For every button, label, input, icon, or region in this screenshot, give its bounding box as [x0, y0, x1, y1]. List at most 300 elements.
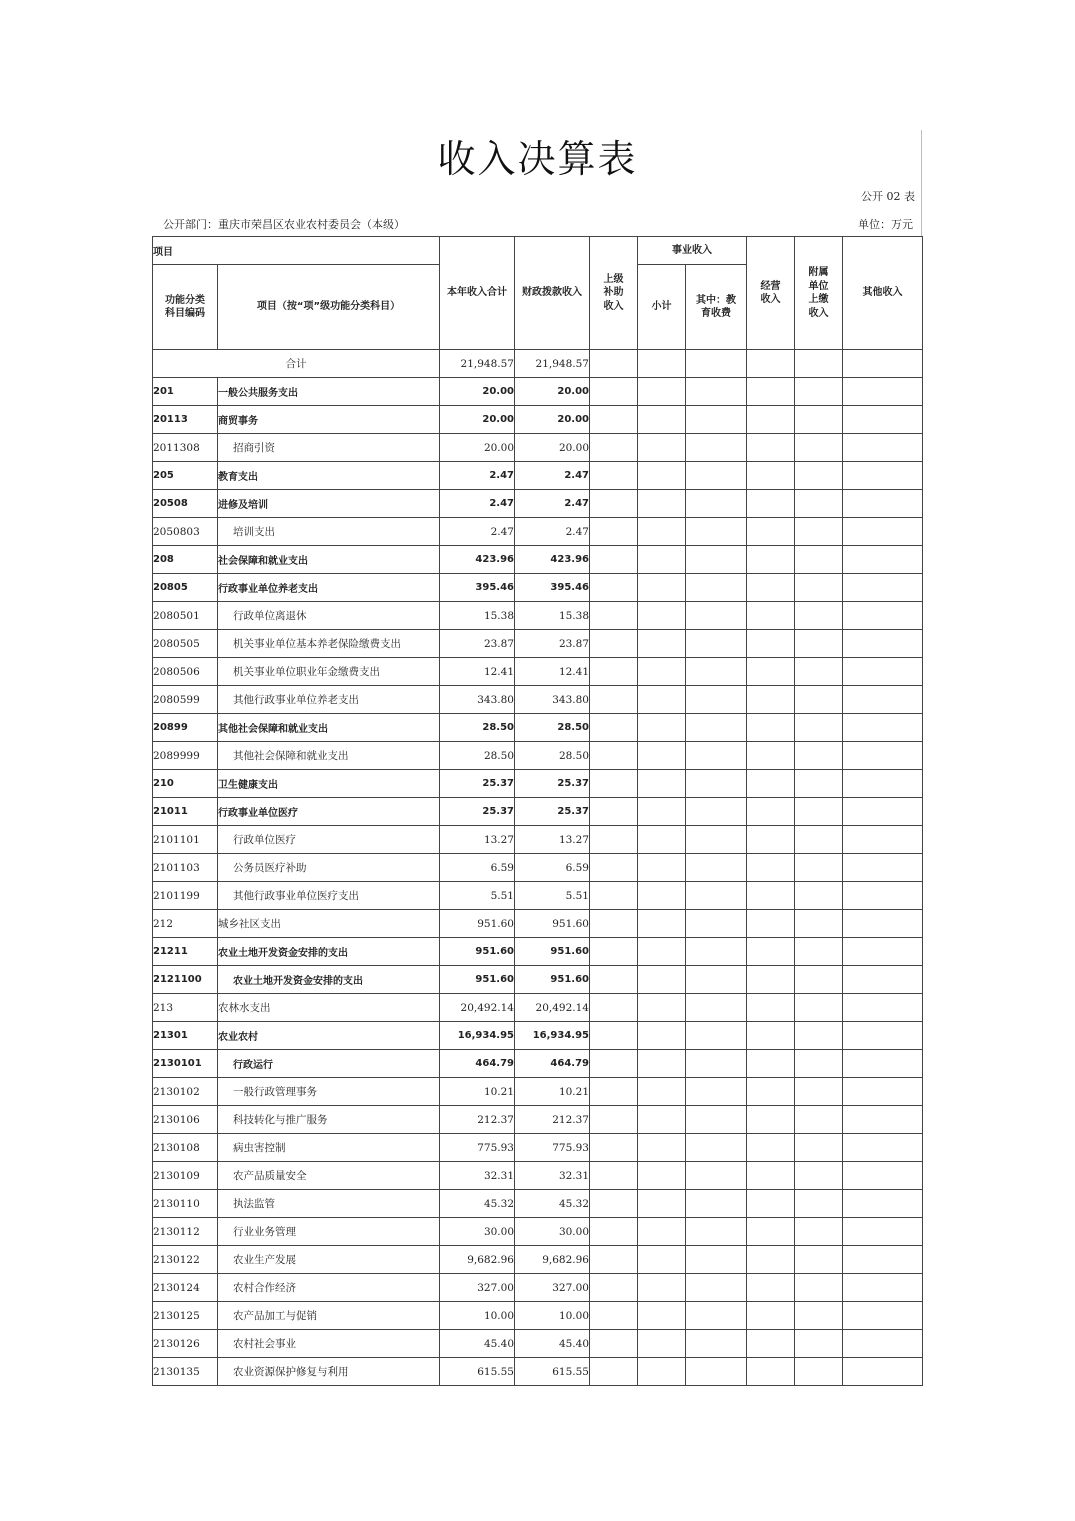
- header-item: 项目: [153, 237, 440, 265]
- empty-cell: [686, 1358, 747, 1386]
- empty-cell: [795, 546, 843, 574]
- row-code: 2130122: [153, 1246, 218, 1274]
- row-name: 机关事业单位基本养老保险缴费支出: [218, 630, 440, 658]
- empty-cell: [795, 1358, 843, 1386]
- empty-cell: [795, 1134, 843, 1162]
- row-code: 2101103: [153, 854, 218, 882]
- row-code: 2080505: [153, 630, 218, 658]
- row-fiscal: 10.21: [515, 1078, 590, 1106]
- row-fiscal: 2.47: [515, 462, 590, 490]
- empty-cell: [795, 686, 843, 714]
- row-total: 212.37: [440, 1106, 515, 1134]
- empty-cell: [843, 1078, 923, 1106]
- row-name: 农产品加工与促销: [218, 1302, 440, 1330]
- empty-cell: [590, 1218, 638, 1246]
- empty-cell: [590, 686, 638, 714]
- empty-cell: [638, 1022, 686, 1050]
- row-fiscal: 10.00: [515, 1302, 590, 1330]
- row-fiscal: 15.38: [515, 602, 590, 630]
- department-label: 公开部门：重庆市荣昌区农业农村委员会（本级）: [163, 218, 405, 231]
- table-row: [153, 1302, 923, 1330]
- empty-cell: [795, 826, 843, 854]
- row-code: 2130109: [153, 1162, 218, 1190]
- row-total: 12.41: [440, 658, 515, 686]
- table-row: [153, 574, 923, 602]
- header-item-name: 项目（按“项”级功能分类科目）: [218, 265, 440, 350]
- empty-cell: [795, 1106, 843, 1134]
- table-row: [153, 742, 923, 770]
- empty-cell: [590, 1022, 638, 1050]
- row-code: 2130110: [153, 1190, 218, 1218]
- empty-cell: [747, 1078, 795, 1106]
- empty-cell: [686, 1078, 747, 1106]
- table-row: [153, 602, 923, 630]
- empty-cell: [686, 1218, 747, 1246]
- empty-cell: [795, 714, 843, 742]
- row-total: 951.60: [440, 966, 515, 994]
- unit-label: 单位：万元: [858, 218, 913, 231]
- empty-cell: [795, 602, 843, 630]
- empty-cell: [590, 798, 638, 826]
- empty-cell: [843, 994, 923, 1022]
- empty-cell: [686, 938, 747, 966]
- table-row: [153, 658, 923, 686]
- total-income-cell: 21,948.57: [440, 350, 515, 378]
- row-fiscal: 20.00: [515, 406, 590, 434]
- row-code: 21301: [153, 1022, 218, 1050]
- row-total: 2.47: [440, 518, 515, 546]
- row-code: 212: [153, 910, 218, 938]
- row-name: 农业农村: [218, 1022, 440, 1050]
- empty-cell: [747, 1134, 795, 1162]
- empty-cell: [638, 406, 686, 434]
- row-name: 农业土地开发资金安排的支出: [218, 938, 440, 966]
- row-fiscal: 2.47: [515, 518, 590, 546]
- row-name: 一般行政管理事务: [218, 1078, 440, 1106]
- empty-cell: [590, 854, 638, 882]
- row-fiscal: 20.00: [515, 378, 590, 406]
- empty-cell: [747, 1246, 795, 1274]
- row-fiscal: 45.40: [515, 1330, 590, 1358]
- empty-cell: [590, 1274, 638, 1302]
- row-name: 农业土地开发资金安排的支出: [218, 966, 440, 994]
- empty-cell: [747, 994, 795, 1022]
- empty-cell: [747, 686, 795, 714]
- empty-cell: [686, 658, 747, 686]
- empty-cell: [747, 854, 795, 882]
- row-code: 2080599: [153, 686, 218, 714]
- empty-cell: [747, 714, 795, 742]
- empty-cell: [747, 770, 795, 798]
- row-fiscal: 45.32: [515, 1190, 590, 1218]
- table-row: [153, 518, 923, 546]
- empty-cell: [686, 686, 747, 714]
- income-table: [152, 236, 923, 1386]
- empty-cell: [590, 1078, 638, 1106]
- empty-cell: [686, 434, 747, 462]
- row-fiscal: 25.37: [515, 770, 590, 798]
- row-name: 行业业务管理: [218, 1218, 440, 1246]
- empty-cell: [638, 490, 686, 518]
- row-name: 城乡社区支出: [218, 910, 440, 938]
- empty-cell: [843, 1106, 923, 1134]
- row-total: 16,934.95: [440, 1022, 515, 1050]
- empty-cell: [747, 546, 795, 574]
- empty-cell: [795, 574, 843, 602]
- empty-cell: [638, 434, 686, 462]
- empty-cell: [843, 1050, 923, 1078]
- row-total: 327.00: [440, 1274, 515, 1302]
- empty-cell: [590, 1162, 638, 1190]
- row-name: 行政运行: [218, 1050, 440, 1078]
- row-code: 2130135: [153, 1358, 218, 1386]
- empty-cell: [747, 1330, 795, 1358]
- empty-cell: [590, 910, 638, 938]
- empty-cell: [843, 854, 923, 882]
- total-row: [153, 350, 923, 378]
- row-fiscal: 9,682.96: [515, 1246, 590, 1274]
- empty-cell: [590, 1330, 638, 1358]
- row-code: 2089999: [153, 742, 218, 770]
- empty-cell: [795, 1022, 843, 1050]
- empty-cell: [686, 602, 747, 630]
- row-fiscal: 23.87: [515, 630, 590, 658]
- empty-cell: [843, 630, 923, 658]
- empty-cell: [590, 546, 638, 574]
- row-total: 10.21: [440, 1078, 515, 1106]
- empty-cell: [747, 826, 795, 854]
- table-row: [153, 546, 923, 574]
- empty-cell: [747, 574, 795, 602]
- row-code: 2050803: [153, 518, 218, 546]
- empty-cell: [843, 546, 923, 574]
- table-row: [153, 1050, 923, 1078]
- empty-cell: [747, 798, 795, 826]
- empty-cell: [590, 1302, 638, 1330]
- header-fiscal-allocation: 财政拨款收入: [515, 237, 590, 350]
- row-name: 公务员医疗补助: [218, 854, 440, 882]
- empty-cell: [686, 1274, 747, 1302]
- header-total-income: 本年收入合计: [440, 237, 515, 350]
- table-row: [153, 1106, 923, 1134]
- table-number: 公开 02 表: [861, 190, 915, 203]
- empty-cell: [795, 462, 843, 490]
- header-other-income: 其他收入: [843, 237, 923, 350]
- empty-cell: [747, 1274, 795, 1302]
- row-name: 其他行政事业单位医疗支出: [218, 882, 440, 910]
- row-total: 28.50: [440, 714, 515, 742]
- empty-cell: [638, 1358, 686, 1386]
- row-name: 卫生健康支出: [218, 770, 440, 798]
- empty-cell: [795, 798, 843, 826]
- table-row: [153, 1274, 923, 1302]
- row-total: 2.47: [440, 490, 515, 518]
- empty-cell: [843, 1274, 923, 1302]
- row-name: 病虫害控制: [218, 1134, 440, 1162]
- header-function-code: 功能分类科目编码: [153, 265, 218, 350]
- row-fiscal: 30.00: [515, 1218, 590, 1246]
- empty-cell: [843, 1134, 923, 1162]
- row-fiscal: 16,934.95: [515, 1022, 590, 1050]
- empty-cell: [843, 910, 923, 938]
- row-name: 行政单位医疗: [218, 826, 440, 854]
- row-code: 2080501: [153, 602, 218, 630]
- empty-cell: [638, 798, 686, 826]
- empty-cell: [843, 1162, 923, 1190]
- empty-cell: [638, 910, 686, 938]
- empty-cell: [590, 406, 638, 434]
- empty-cell: [795, 1050, 843, 1078]
- empty-cell: [638, 602, 686, 630]
- empty-cell: [590, 770, 638, 798]
- empty-cell: [638, 854, 686, 882]
- empty-cell: [686, 770, 747, 798]
- empty-cell: [590, 938, 638, 966]
- table-row: [153, 854, 923, 882]
- empty-cell: [843, 826, 923, 854]
- row-total: 28.50: [440, 742, 515, 770]
- table-row: [153, 686, 923, 714]
- table-row: [153, 462, 923, 490]
- empty-cell: [638, 1162, 686, 1190]
- empty-cell: [843, 1022, 923, 1050]
- empty-cell: [747, 462, 795, 490]
- row-name: 商贸事务: [218, 406, 440, 434]
- empty-cell: [795, 910, 843, 938]
- empty-cell: [686, 406, 747, 434]
- empty-cell: [590, 1358, 638, 1386]
- empty-cell: [747, 742, 795, 770]
- table-body: [153, 350, 923, 1386]
- empty-cell: [747, 1302, 795, 1330]
- row-name: 行政单位离退休: [218, 602, 440, 630]
- table-row: [153, 798, 923, 826]
- row-code: 2130101: [153, 1050, 218, 1078]
- empty-cell: [590, 434, 638, 462]
- row-total: 775.93: [440, 1134, 515, 1162]
- empty-cell: [686, 1106, 747, 1134]
- empty-cell: [795, 658, 843, 686]
- row-code: 20508: [153, 490, 218, 518]
- empty-cell: [843, 770, 923, 798]
- empty-cell: [795, 1218, 843, 1246]
- row-name: 农村合作经济: [218, 1274, 440, 1302]
- empty-cell: [747, 406, 795, 434]
- table-row: [153, 882, 923, 910]
- empty-cell: [795, 1246, 843, 1274]
- row-total: 20.00: [440, 378, 515, 406]
- empty-cell: [590, 882, 638, 910]
- row-code: 213: [153, 994, 218, 1022]
- empty-cell: [747, 378, 795, 406]
- row-name: 农业资源保护修复与利用: [218, 1358, 440, 1386]
- empty-cell: [590, 1106, 638, 1134]
- empty-cell: [638, 574, 686, 602]
- empty-cell: [638, 882, 686, 910]
- empty-cell: [747, 518, 795, 546]
- empty-cell: [638, 462, 686, 490]
- table-row: [153, 406, 923, 434]
- row-total: 20.00: [440, 434, 515, 462]
- row-total: 20,492.14: [440, 994, 515, 1022]
- empty-cell: [686, 1330, 747, 1358]
- row-fiscal: 615.55: [515, 1358, 590, 1386]
- empty-cell: [590, 462, 638, 490]
- empty-cell: [638, 1050, 686, 1078]
- row-total: 10.00: [440, 1302, 515, 1330]
- empty-cell: [686, 462, 747, 490]
- empty-cell: [843, 602, 923, 630]
- empty-cell: [590, 1134, 638, 1162]
- empty-cell: [590, 714, 638, 742]
- empty-cell: [686, 882, 747, 910]
- empty-cell: [638, 378, 686, 406]
- empty-cell: [686, 490, 747, 518]
- row-code: 2130108: [153, 1134, 218, 1162]
- row-fiscal: 951.60: [515, 910, 590, 938]
- empty-cell: [747, 1106, 795, 1134]
- empty-cell: [686, 1246, 747, 1274]
- margin-rule: [921, 130, 922, 236]
- table-row: [153, 770, 923, 798]
- table-row: [153, 826, 923, 854]
- row-fiscal: 28.50: [515, 714, 590, 742]
- header-business-income: 事业收入: [638, 237, 747, 265]
- empty-cell: [686, 1190, 747, 1218]
- empty-cell: [747, 1162, 795, 1190]
- empty-cell: [590, 742, 638, 770]
- row-name: 科技转化与推广服务: [218, 1106, 440, 1134]
- row-code: 20805: [153, 574, 218, 602]
- table-row: [153, 994, 923, 1022]
- empty-cell: [638, 1274, 686, 1302]
- empty-cell: [638, 742, 686, 770]
- empty-cell: [843, 966, 923, 994]
- row-code: 2130106: [153, 1106, 218, 1134]
- row-fiscal: 775.93: [515, 1134, 590, 1162]
- row-name: 其他社会保障和就业支出: [218, 742, 440, 770]
- empty-cell: [747, 602, 795, 630]
- empty-cell: [843, 742, 923, 770]
- header-affiliated-income: 附属单位上缴收入: [795, 237, 843, 350]
- row-code: 20899: [153, 714, 218, 742]
- empty-cell: [638, 658, 686, 686]
- row-code: 21011: [153, 798, 218, 826]
- empty-cell: [747, 658, 795, 686]
- empty-cell: [686, 1302, 747, 1330]
- table-row: [153, 1330, 923, 1358]
- row-total: 25.37: [440, 798, 515, 826]
- row-total: 9,682.96: [440, 1246, 515, 1274]
- empty-cell: [795, 770, 843, 798]
- empty-cell: [747, 966, 795, 994]
- empty-cell: [686, 826, 747, 854]
- row-name: 农业生产发展: [218, 1246, 440, 1274]
- empty-cell: [638, 1246, 686, 1274]
- row-code: 20113: [153, 406, 218, 434]
- empty-cell: [843, 798, 923, 826]
- row-code: 2130124: [153, 1274, 218, 1302]
- table-row: [153, 714, 923, 742]
- empty-cell: [843, 714, 923, 742]
- row-name: 教育支出: [218, 462, 440, 490]
- total-fiscal-cell: 21,948.57: [515, 350, 590, 378]
- empty-cell: [638, 518, 686, 546]
- row-total: 30.00: [440, 1218, 515, 1246]
- row-fiscal: 395.46: [515, 574, 590, 602]
- empty-cell: [638, 770, 686, 798]
- empty-cell: [795, 630, 843, 658]
- table-row: [153, 630, 923, 658]
- empty-cell: [843, 378, 923, 406]
- empty-cell: [747, 1358, 795, 1386]
- table-row: [153, 434, 923, 462]
- empty-cell: [686, 546, 747, 574]
- total-label: 合计: [153, 350, 440, 378]
- empty-cell: [590, 378, 638, 406]
- row-name: 行政事业单位医疗: [218, 798, 440, 826]
- empty-cell: [843, 1246, 923, 1274]
- header-subtotal: 小计: [638, 265, 686, 350]
- row-name: 其他行政事业单位养老支出: [218, 686, 440, 714]
- empty-cell: [686, 714, 747, 742]
- row-fiscal: 20.00: [515, 434, 590, 462]
- header-superior-subsidy: 上级补助收入: [590, 237, 638, 350]
- table-row: [153, 1190, 923, 1218]
- empty-cell: [747, 490, 795, 518]
- empty-cell: [590, 1246, 638, 1274]
- empty-cell: [638, 714, 686, 742]
- row-name: 社会保障和就业支出: [218, 546, 440, 574]
- empty-cell: [747, 910, 795, 938]
- row-total: 615.55: [440, 1358, 515, 1386]
- empty-cell: [638, 966, 686, 994]
- empty-cell: [638, 1218, 686, 1246]
- empty-cell: [843, 462, 923, 490]
- row-code: 2130112: [153, 1218, 218, 1246]
- table-row: [153, 1246, 923, 1274]
- row-fiscal: 951.60: [515, 938, 590, 966]
- row-code: 210: [153, 770, 218, 798]
- empty-cell: [590, 826, 638, 854]
- empty-cell: [638, 938, 686, 966]
- table-row: [153, 966, 923, 994]
- empty-cell: [590, 630, 638, 658]
- table-row: [153, 490, 923, 518]
- empty-cell: [795, 938, 843, 966]
- table-row: [153, 378, 923, 406]
- row-name: 一般公共服务支出: [218, 378, 440, 406]
- row-total: 951.60: [440, 938, 515, 966]
- empty-cell: [843, 1358, 923, 1386]
- row-code: 2101199: [153, 882, 218, 910]
- empty-cell: [638, 1078, 686, 1106]
- row-name: 其他社会保障和就业支出: [218, 714, 440, 742]
- empty-cell: [795, 490, 843, 518]
- empty-cell: [747, 1022, 795, 1050]
- empty-cell: [590, 966, 638, 994]
- empty-cell: [686, 574, 747, 602]
- empty-cell: [590, 658, 638, 686]
- empty-cell: [795, 1078, 843, 1106]
- row-total: 23.87: [440, 630, 515, 658]
- empty-cell: [590, 518, 638, 546]
- row-fiscal: 25.37: [515, 798, 590, 826]
- empty-cell: [686, 1022, 747, 1050]
- row-code: 208: [153, 546, 218, 574]
- empty-cell: [638, 630, 686, 658]
- table-row: [153, 1022, 923, 1050]
